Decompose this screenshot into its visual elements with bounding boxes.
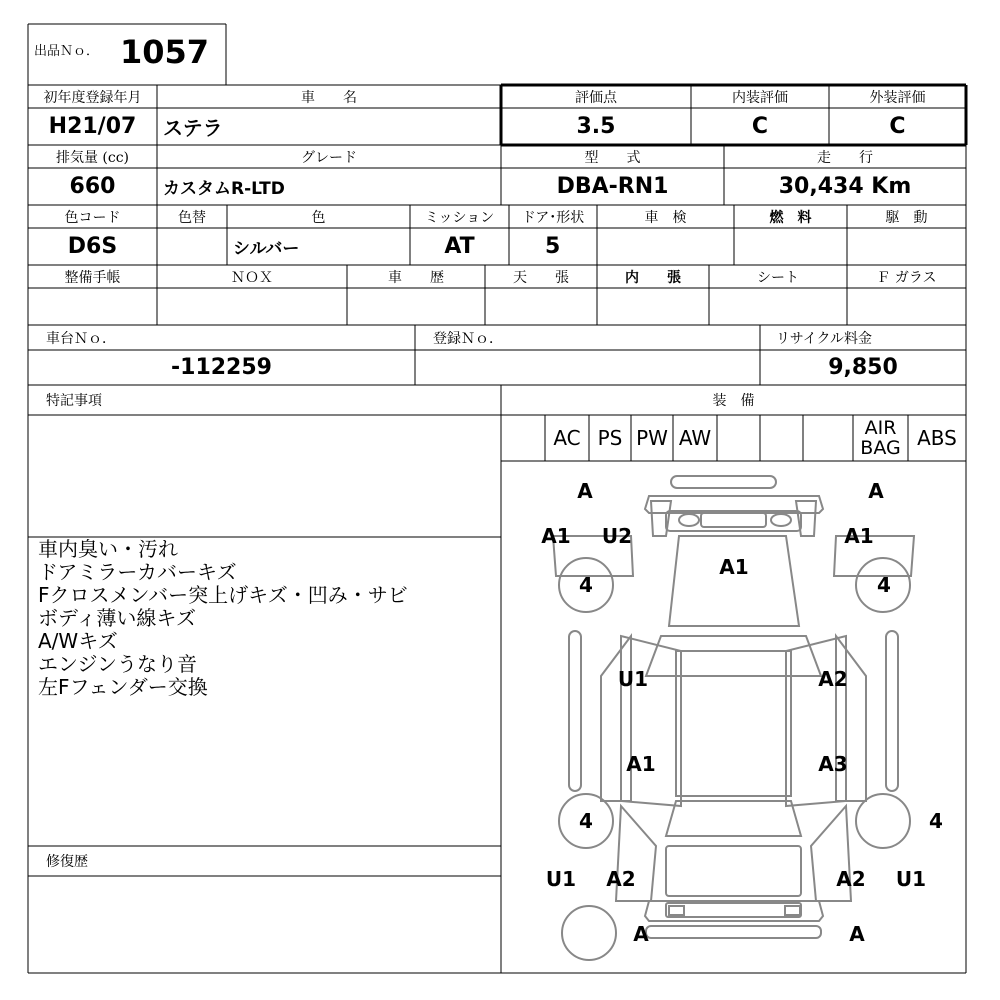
history-value	[347, 288, 485, 325]
model-value: DBA-RN1	[556, 174, 669, 199]
note-line: A/Wキズ	[38, 629, 118, 653]
damage-left-rear-door: A1	[626, 752, 656, 776]
lot-number-label: 出品Ｎｏ．	[34, 43, 100, 59]
note-line: 左Fフェンダー交換	[38, 675, 208, 699]
maintenance-label: 整備手帳	[64, 269, 121, 286]
notes-label: 特記事項	[46, 393, 102, 409]
chassis-label: 車台Ｎｏ．	[46, 330, 116, 347]
tire-front-right: 4	[877, 573, 891, 597]
color-change-label: 色替	[178, 209, 206, 226]
color-change-value	[157, 228, 227, 265]
reg-year-value: H21/07	[48, 114, 137, 139]
mission-label: ミッション	[424, 209, 495, 226]
note-line: Fクロスメンバー突上げキズ・凹み・サビ	[38, 583, 408, 607]
score-value: 3.5	[576, 114, 616, 139]
tire-rear-left: 4	[579, 809, 593, 833]
registration-label: 登録Ｎｏ．	[433, 330, 503, 347]
tire-front-left: 4	[579, 573, 593, 597]
equipment-item	[501, 415, 545, 461]
equipment-airbag: AIR BAG	[860, 417, 901, 459]
interior-lining-value	[597, 288, 709, 325]
maintenance-value	[28, 288, 157, 325]
recycle-value: 9,850	[828, 355, 898, 380]
nox-label: ＮＯＸ	[231, 269, 273, 286]
equipment-item	[828, 415, 853, 461]
reg-year-label: 初年度登録年月	[43, 89, 142, 106]
fglass-value	[847, 288, 966, 325]
recycle-label: リサイクル料金	[776, 330, 873, 347]
interior-lining-label: 内 張	[625, 269, 681, 286]
mission-value: AT	[444, 234, 475, 259]
car-damage-diagram	[501, 461, 966, 973]
damage-hood: A1	[719, 555, 749, 579]
tire-rear-right: 4	[929, 809, 943, 833]
exterior-grade-value: C	[889, 114, 906, 139]
interior-grade-label: 内装評価	[732, 89, 788, 106]
car-name-value: ステラ	[163, 116, 223, 140]
grade-label: グレード	[301, 149, 357, 166]
damage-rear-right-u: U1	[895, 867, 927, 891]
damage-right-front-door: A2	[818, 667, 848, 691]
equipment-pw: PW	[636, 426, 668, 450]
equipment-ps: PS	[597, 426, 623, 450]
color-code-label: 色コード	[64, 209, 121, 226]
mileage-label: 走 行	[817, 149, 873, 166]
damage-left-front-door: U1	[617, 667, 649, 691]
color-value: シルバー	[233, 239, 300, 259]
score-label: 評価点	[575, 89, 617, 106]
note-line: 車内臭い・汚れ	[38, 537, 178, 561]
grade-value: カスタムR-LTD	[163, 179, 285, 199]
interior-grade-value: C	[751, 114, 769, 139]
registration-value	[415, 350, 760, 385]
drive-label: 駆 動	[885, 209, 928, 226]
fuel-value	[734, 228, 847, 265]
damage-right-rear-door: A3	[818, 752, 848, 776]
damage-front-right-corner: A1	[844, 524, 874, 548]
repair-history-label: 修復歴	[46, 854, 88, 870]
roof-label: 天 張	[513, 269, 569, 286]
damage-front-left: A	[577, 479, 593, 503]
color-code-value: D6S	[67, 234, 118, 259]
note-line: エンジンうなり音	[38, 652, 197, 676]
damage-rear-left-u: U1	[545, 867, 577, 891]
seat-value	[709, 288, 847, 325]
mileage-value: 30,434 Km	[778, 174, 912, 199]
damage-bumper-rear-right: A	[849, 922, 865, 946]
chassis-value: -112259	[171, 355, 272, 380]
seat-label: シート	[757, 269, 799, 286]
equipment-item	[760, 415, 803, 461]
lot-number: 1057	[120, 33, 210, 71]
equipment-label: 装 備	[712, 393, 755, 409]
model-label: 型 式	[584, 149, 641, 166]
door-label: ドア･形状	[521, 209, 585, 226]
repair-history-value	[28, 876, 501, 973]
color-label: 色	[311, 209, 326, 226]
note-line: ボディ薄い線キズ	[38, 606, 196, 630]
door-value: 5	[545, 234, 561, 259]
history-label: 車 歴	[388, 269, 444, 286]
notes-list	[38, 538, 498, 699]
exterior-grade-label: 外装評価	[869, 89, 926, 106]
note-line: ドアミラーカバーキズ	[38, 560, 237, 584]
damage-bumper-rear-left: A	[633, 922, 649, 946]
equipment-ac: AC	[553, 426, 581, 450]
equipment-item	[717, 415, 760, 461]
inspection-value	[597, 228, 734, 265]
displacement-label: 排気量 (cc)	[55, 149, 130, 166]
damage-rear-left-a: A2	[606, 867, 636, 891]
car-name-label: 車 名	[301, 89, 357, 106]
nox-value	[157, 288, 347, 325]
displacement-value: 660	[69, 174, 116, 199]
damage-rear-right-a: A2	[836, 867, 866, 891]
equipment-abs: ABS	[917, 426, 957, 450]
fuel-label: 燃 料	[769, 209, 812, 226]
equipment-item	[803, 415, 828, 461]
roof-value	[485, 288, 597, 325]
damage-front-right: A	[868, 479, 884, 503]
fglass-label: Ｆ ガラス	[876, 269, 937, 286]
damage-front-left-corner: A1	[541, 524, 571, 548]
equipment-aw: AW	[678, 426, 712, 450]
drive-value	[847, 228, 966, 265]
inspection-label: 車 検	[644, 209, 687, 226]
damage-front-left-mark2: U2	[601, 524, 633, 548]
